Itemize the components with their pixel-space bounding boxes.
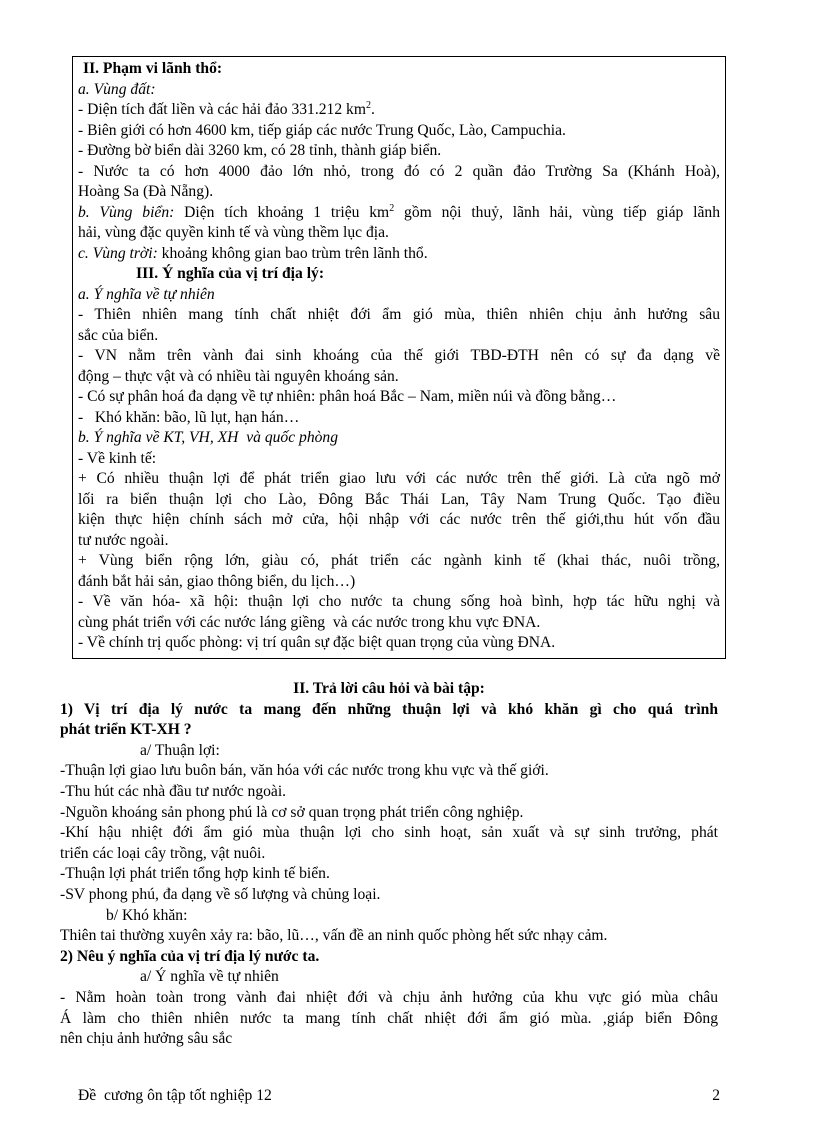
text-line: động – thực vật và có nhiều tài nguyên khoáng sản.	[78, 367, 399, 385]
qa-section	[60, 679, 718, 1050]
text-line: - Có sự phân hoá đa dạng về tự nhiên: phân hoá Bắc – Nam, miền núi và đồng bằng…	[78, 388, 617, 405]
summary-box	[72, 56, 726, 659]
answer-line: Thiên tai thường xuyên xảy ra: bão, lũ…, vấn đề an ninh quốc phòng hết sức nhạy cảm.	[60, 927, 608, 945]
subheading-kt-vh-xh: b. Ý nghĩa về KT, VH, XH và quốc phòng	[78, 429, 339, 446]
text-line: - Về văn hóa- xã hội: thuận lợi cho nước ta chung sống hoà bình, hợp tác hữu nghị và	[78, 593, 720, 610]
text-line: hải, vùng đặc quyền kinh tế và vùng thềm lục địa.	[78, 224, 389, 241]
answer-line: Á làm cho thiên nhiên nước ta mang tính chất nhiệt đới ẩm gió mùa. ,giáp biển Đông	[60, 1009, 718, 1027]
footer-title: Đề cương ôn tập tốt nghiệp 12	[78, 1087, 272, 1104]
question-2: 2) Nêu ý nghĩa của vị trí địa lý nước ta.	[60, 947, 320, 965]
subheading-thuan-loi: a/ Thuận lợi:	[140, 741, 220, 759]
answer-line: -SV phong phú, đa dạng về số lượng và chủng loại.	[60, 885, 381, 903]
text-line: b. Vùng biển: Diện tích khoảng 1 triệu $km^2$ gồm nội thuỷ, lãnh hải, vùng tiếp giáp lãnh	[78, 202, 721, 221]
page-number: 2	[712, 1087, 720, 1104]
answer-line: -Nguồn khoáng sản phong phú là cơ sở quan trọng phát triển công nghiệp.	[60, 803, 524, 821]
section-heading-qa: II. Trả lời câu hỏi và bài tập:	[293, 680, 485, 697]
text-line: sắc của biển.	[78, 326, 159, 344]
subheading-tu-nhien: a. Ý nghĩa về tự nhiên	[78, 285, 215, 303]
text-line: cùng phát triển với các nước láng giềng và các nước trong khu vực ĐNA.	[78, 613, 541, 631]
question-1: 1) Vị trí địa lý nước ta mang đến những thuận lợi và khó khăn gì cho quá trình	[60, 700, 718, 718]
answer-line: -Thuận lợi giao lưu buôn bán, văn hóa với các nước trong khu vực và thế giới.	[60, 762, 549, 780]
text-line: Hoàng Sa (Đà Nẵng).	[78, 183, 214, 200]
section-heading-y-nghia: III. Ý nghĩa của vị trí địa lý:	[136, 265, 325, 282]
text-line: - VN nằm trên vành đai sinh khoáng của thế giới TBD-ĐTH nên có sự đa dạng về	[78, 347, 720, 364]
answer-line: -Thuận lợi phát triển tổng hợp kinh tế biển.	[60, 865, 330, 883]
text-line: - Về chính trị quốc phòng: vị trí quân sự đặc biệt quan trọng của vùng ĐNA.	[78, 634, 556, 651]
text-line: - Về kinh tế:	[78, 449, 157, 467]
answer-line: nên chịu ảnh hưởng sâu sắc	[60, 1030, 233, 1048]
page-footer	[78, 1087, 720, 1105]
text-line: - Khó khăn: bão, lũ lụt, hạn hán…	[78, 408, 300, 426]
text-line: - Thiên nhiên mang tính chất nhiệt đới ẩm gió mùa, thiên nhiên chịu ảnh hưởng sâu	[78, 306, 720, 323]
text-line: đánh bắt hải sản, giao thông biển, du lịch…)	[78, 572, 356, 590]
text-line: + Có nhiều thuận lợi để phát triển giao lưu với các nước trên thế giới. Là cửa ngõ mở	[78, 470, 720, 487]
answer-line: triển các loại cây trồng, vật nuôi.	[60, 844, 266, 862]
text-line: - Đường bờ biển dài 3260 km, có 28 tỉnh, thành giáp biển.	[78, 142, 442, 159]
answer-line: -Khí hậu nhiệt đới ẩm gió mùa thuận lợi cho sinh hoạt, sản xuất và sự sinh trưởng, phát	[60, 824, 718, 842]
text-line: - Diện tích đất liền và các hải đảo 331.212 $km^2$.	[78, 99, 375, 118]
subheading-y-nghia-tu-nhien: a/ Ý nghĩa về tự nhiên	[140, 968, 279, 986]
answer-line: -Thu hút các nhà đầu tư nước ngoài.	[60, 782, 287, 800]
text-line: c. Vùng trời: khoảng không gian bao trùm trên lãnh thổ.	[78, 244, 428, 262]
text-line: - Biên giới có hơn 4600 km, tiếp giáp các nước Trung Quốc, Lào, Campuchia.	[78, 121, 566, 139]
text-line: lối ra biển thuận lợi cho Lào, Đông Bắc Thái Lan, Tây Nam Trung Quốc. Tạo điều	[78, 490, 720, 508]
question-1-cont: phát triển KT-XH ?	[60, 721, 192, 739]
text-line: tư nước ngoài.	[78, 531, 169, 549]
section-heading-pham-vi: II. Phạm vi lãnh thổ:	[83, 60, 223, 77]
text-line: - Nước ta có hơn 4000 đảo lớn nhỏ, trong đó có 2 quần đảo Trường Sa (Khánh Hoà),	[78, 162, 720, 180]
subheading-vung-dat: a. Vùng đất:	[78, 80, 156, 98]
answer-line: - Nằm hoàn toàn trong vành đai nhiệt đới và chịu ảnh hưởng của khu vực gió mùa châu	[60, 988, 718, 1006]
text-line: + Vùng biển rộng lớn, giàu có, phát triển các ngành kinh tế (khai thác, nuôi trồng,	[78, 552, 720, 569]
subheading-kho-khan: b/ Khó khăn:	[106, 906, 188, 924]
text-line: kiện thực hiện chính sách mở cửa, hội nhập với các nước trên thế giới,thu hút vốn đầu	[78, 511, 720, 528]
